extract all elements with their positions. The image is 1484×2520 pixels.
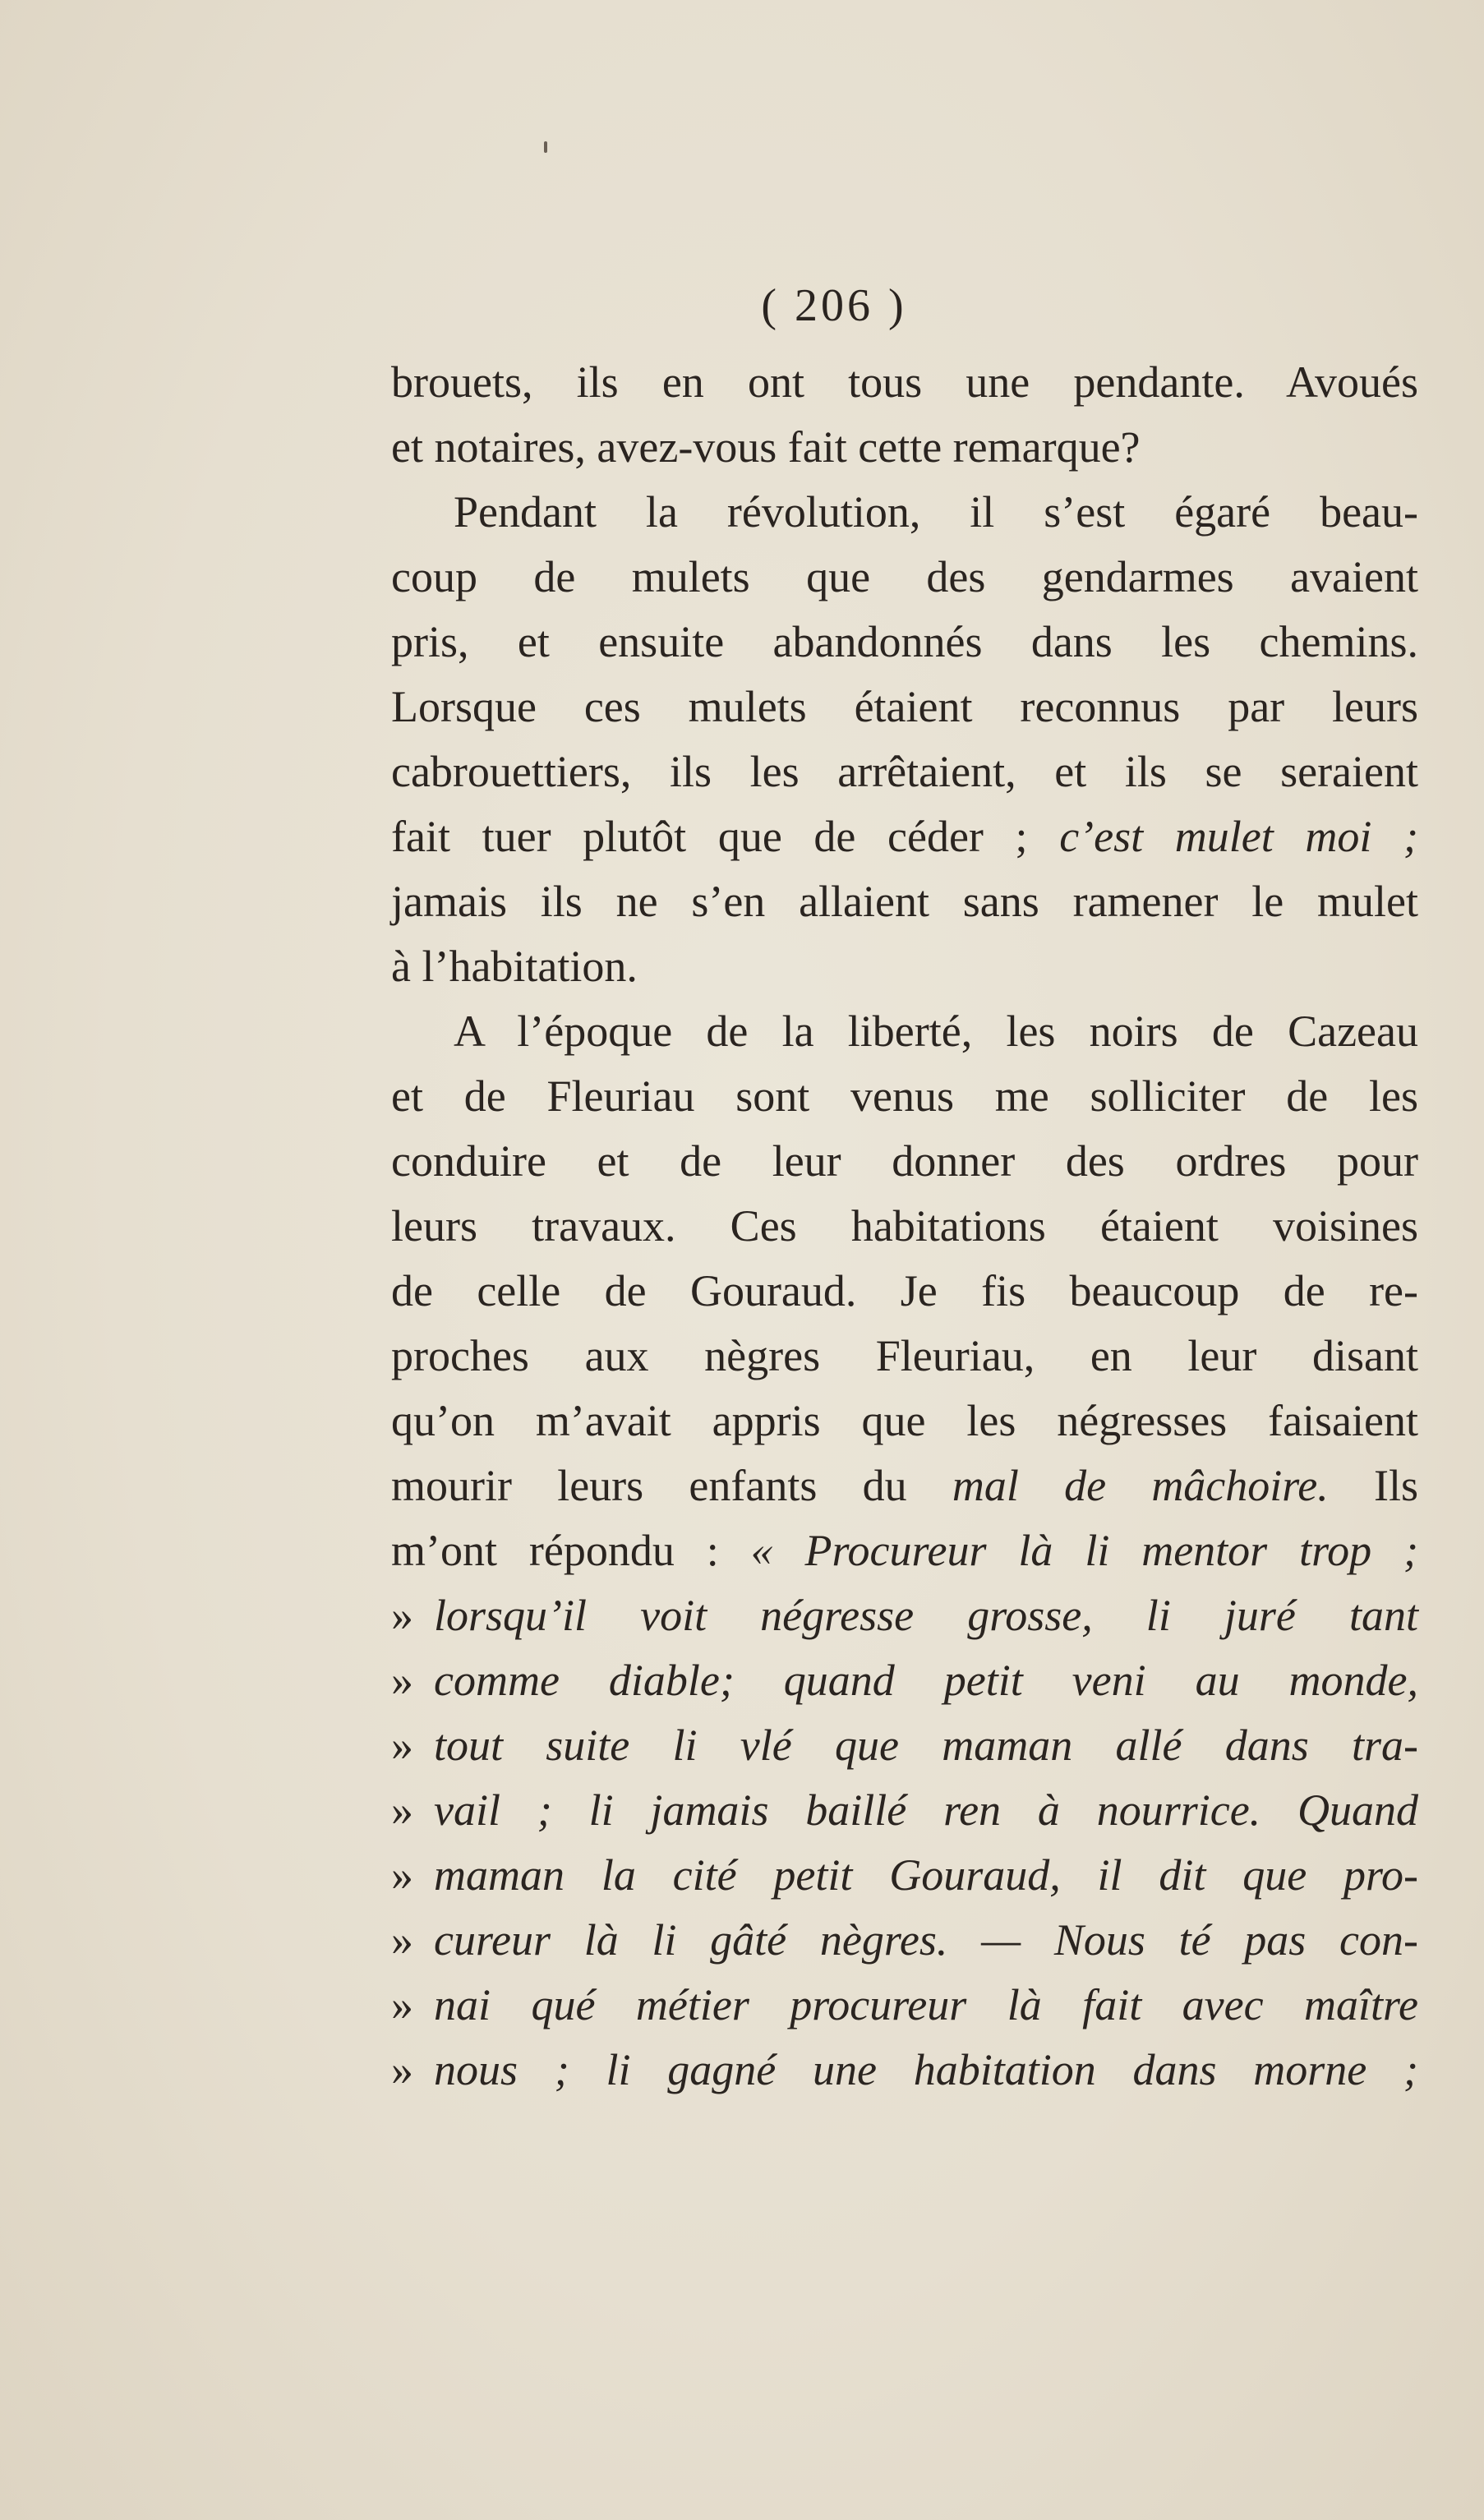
quote-text: maman la cité petit Gouraud, il dit que pro- xyxy=(434,1850,1418,1900)
quote-text: comme diable; quand petit veni au monde, xyxy=(434,1656,1418,1705)
quote-line xyxy=(391,1778,1418,1843)
quote-line xyxy=(391,1843,1418,1908)
text-line: cabrouettiers, ils les arrêtaient, et ils se seraient xyxy=(391,747,1418,796)
text-line: leurs travaux. Ces habitations étaient voisines xyxy=(391,1201,1418,1251)
quote-marker: » xyxy=(391,2045,413,2094)
quote-text: nai qué métier procureur là fait avec maître xyxy=(434,1980,1418,2029)
quote-line xyxy=(391,1648,1418,1713)
text-line: Lorsque ces mulets étaient reconnus par leurs xyxy=(391,682,1418,731)
quote-line xyxy=(391,1713,1418,1778)
quote-marker: » xyxy=(391,1980,413,2029)
text-line: brouets, ils en ont tous une pendante. Avoués xyxy=(391,357,1418,407)
text-line: de celle de Gouraud. Je fis beaucoup de re- xyxy=(391,1266,1418,1315)
quote-line xyxy=(391,2038,1418,2103)
text-fragment: Ils xyxy=(1374,1461,1419,1510)
quote-marker: » xyxy=(391,1591,413,1640)
text-line: et notaires, avez-vous fait cette remarque? xyxy=(391,422,1141,472)
ink-speck xyxy=(544,141,547,153)
italic-phrase: « Procureur là li mentor trop ; xyxy=(750,1526,1418,1575)
text-line: à l’habitation. xyxy=(391,942,638,991)
text-fragment: fait tuer plutôt que de céder ; xyxy=(391,812,1028,861)
text-line: A l’époque de la liberté, les noirs de Cazeau xyxy=(454,1007,1418,1056)
text-line: pris, et ensuite abandonnés dans les chemins. xyxy=(391,617,1418,666)
quote-text: lorsqu’il voit négresse grosse, li juré tant xyxy=(434,1591,1418,1640)
body-text xyxy=(391,350,1418,2103)
quote-text: nous ; li gagné une habitation dans morne ; xyxy=(434,2045,1418,2094)
text-line xyxy=(391,1518,1418,1583)
text-line xyxy=(391,1453,1418,1518)
text-line: conduire et de leur donner des ordres pour xyxy=(391,1136,1418,1186)
page-number: ( 206 ) xyxy=(761,280,907,331)
italic-phrase: mal de mâchoire. xyxy=(952,1461,1329,1510)
quote-line xyxy=(391,1583,1418,1648)
quote-text: tout suite li vlé que maman allé dans tra- xyxy=(434,1721,1418,1770)
text-line: qu’on m’avait appris que les négresses faisaient xyxy=(391,1396,1418,1445)
text-line xyxy=(391,804,1418,869)
text-line: proches aux nègres Fleuriau, en leur disant xyxy=(391,1331,1418,1380)
quote-marker: » xyxy=(391,1850,413,1900)
text-fragment: mourir leurs enfants du xyxy=(391,1461,907,1510)
text-line: et de Fleuriau sont venus me solliciter de les xyxy=(391,1071,1418,1121)
quote-marker: » xyxy=(391,1721,413,1770)
quote-text: vail ; li jamais baillé ren à nourrice. Quand xyxy=(434,1785,1418,1835)
quote-text: cureur là li gâté nègres. — Nous té pas con- xyxy=(434,1915,1418,1965)
text-line: jamais ils ne s’en allaient sans ramener le mulet xyxy=(391,877,1418,926)
quote-marker: » xyxy=(391,1785,413,1835)
text-fragment: m’ont répondu : xyxy=(391,1526,719,1575)
quote-marker: » xyxy=(391,1915,413,1965)
italic-phrase: c’est mulet moi ; xyxy=(1059,812,1418,861)
text-line: Pendant la révolution, il s’est égaré beau- xyxy=(454,487,1418,537)
text-line: coup de mulets que des gendarmes avaient xyxy=(391,552,1418,601)
quote-marker: » xyxy=(391,1656,413,1705)
quote-line xyxy=(391,1973,1418,2038)
quote-line xyxy=(391,1908,1418,1973)
